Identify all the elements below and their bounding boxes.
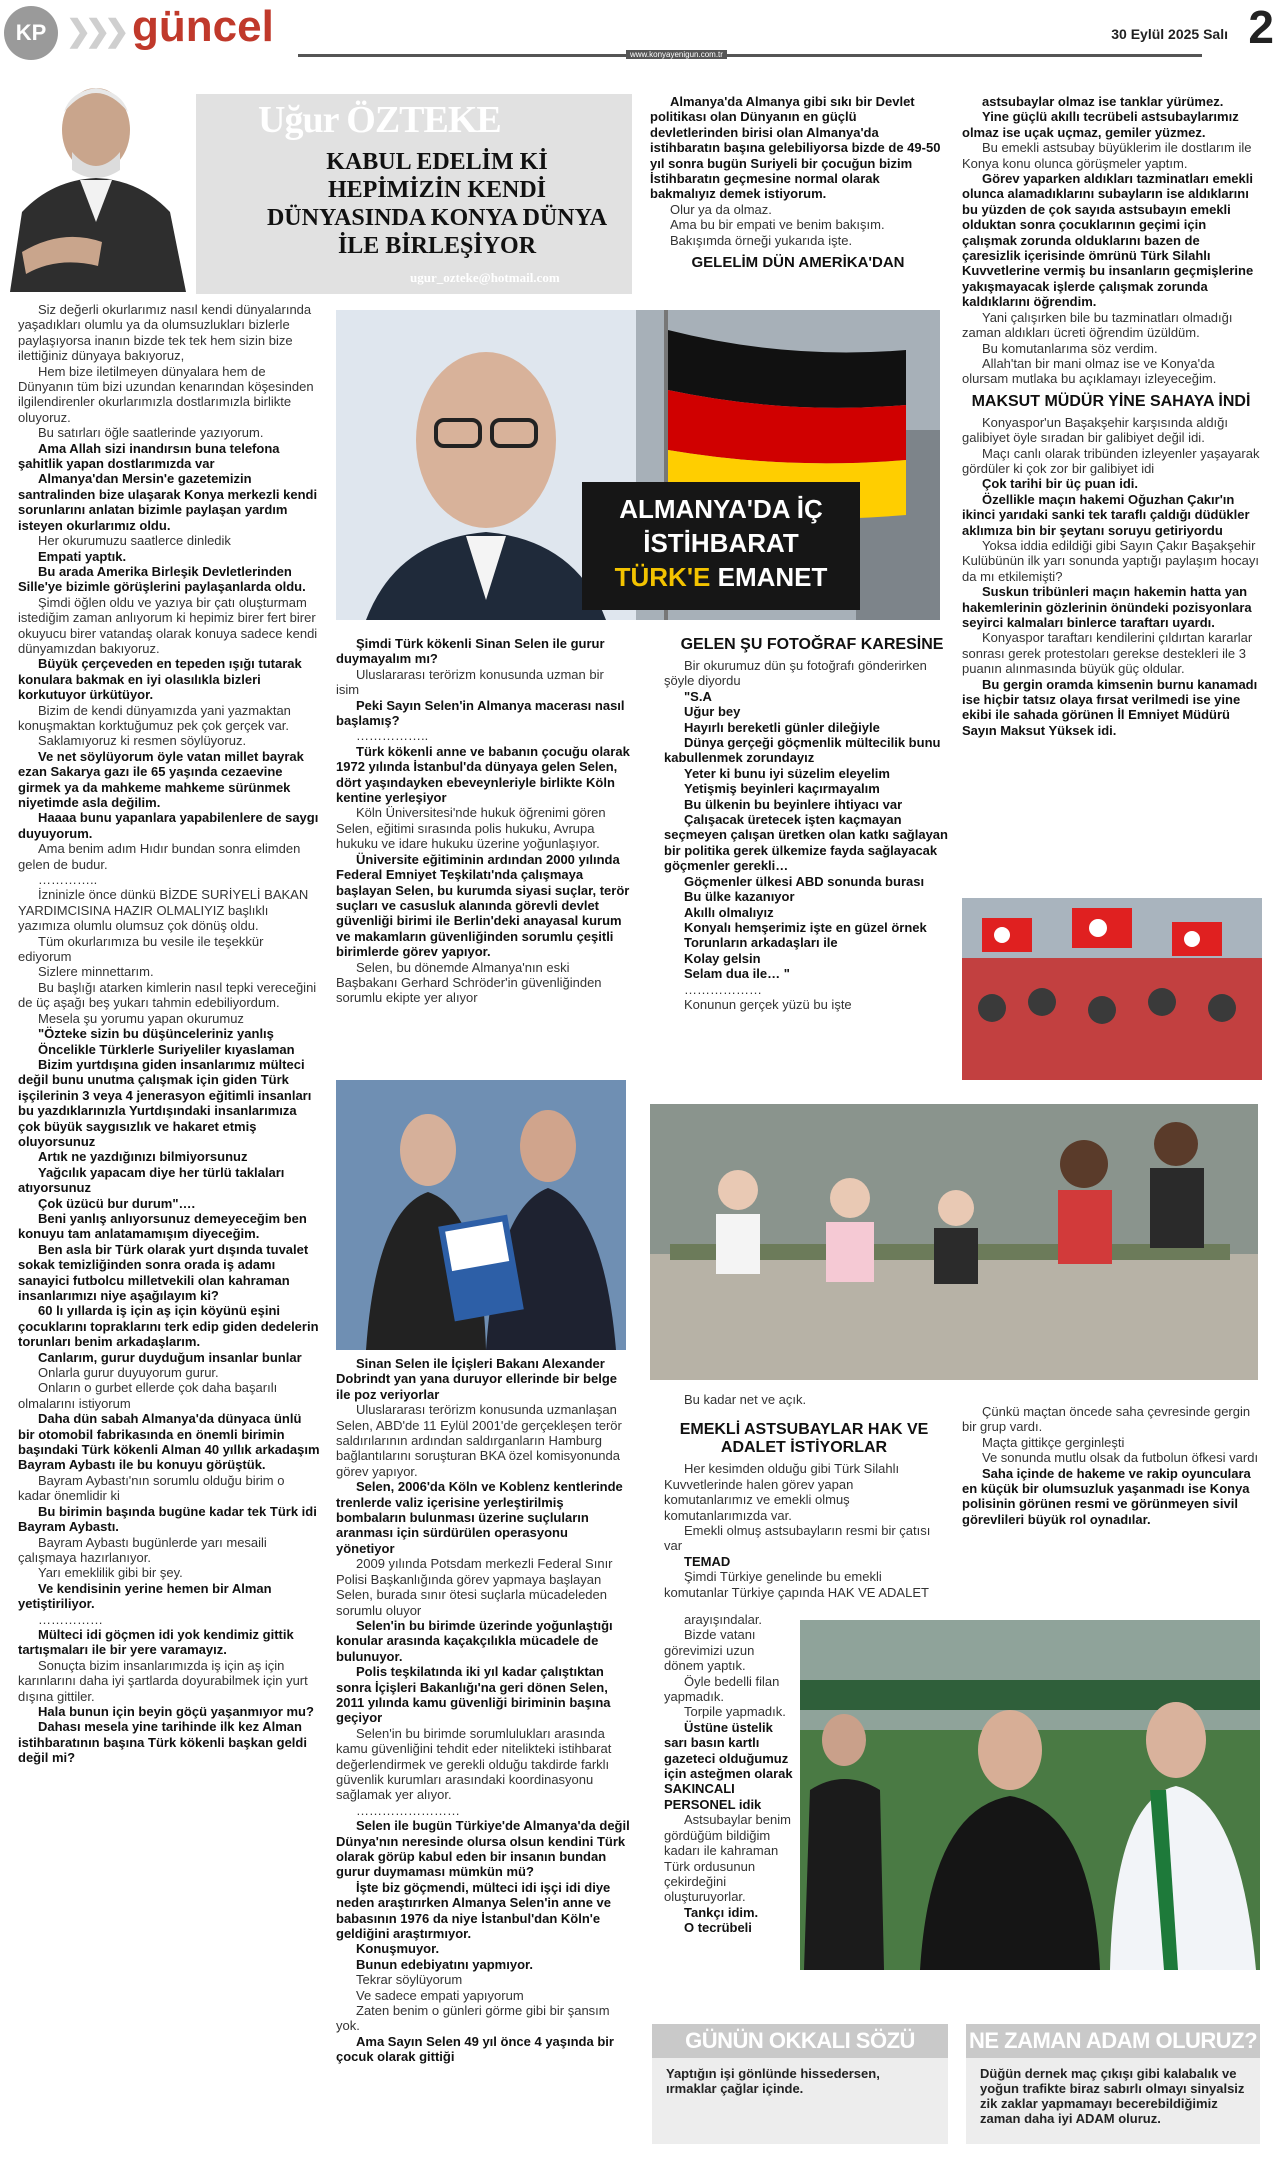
paragraph: Şimdi Türk kökenli Sinan Selen ile gurur duymayalım mı? xyxy=(336,636,605,667)
column-4-paragraphs xyxy=(962,94,1260,387)
paragraph: Ama bu bir empati ve benim bakışım. xyxy=(670,217,885,233)
paragraph: Her okurumuzu saatlerce dinledik xyxy=(38,533,231,549)
paragraph: Tankçı idim. xyxy=(684,1904,759,1920)
subheading-photo: GELEN ŞU FOTOĞRAF KARESİNE xyxy=(680,636,944,653)
paragraph: Bir okurumuz dün şu fotoğrafı gönderirken şöyle diyordu xyxy=(664,658,927,689)
paragraph: Mesela şu yorumu yapan okurumuz xyxy=(38,1010,244,1026)
kp-logo: KP xyxy=(4,6,58,60)
paragraph: Dünya gerçeği göçmenlik mültecilik bunu kabullenmek zorundayız xyxy=(664,735,941,766)
paragraph: Ve net söylüyorum öyle vatan millet bayrak ezan Sakarya gazı ile 65 yaşında cezaevine girmek ya da mahkeme mahkeme sürünmek niyetimde asla değilim. xyxy=(18,748,304,810)
paragraph: Dahası mesela yine tarihinde ilk kez Alman istihbaratının başına Türk kökenli başkan geldi değil mi? xyxy=(18,1719,307,1766)
column-3-bottom xyxy=(664,1392,944,1600)
column-4-maksut-paragraphs xyxy=(962,415,1260,739)
paragraph: Ama Sayın Selen 49 yıl önce 4 yaşında bir çocuk olarak gittiği xyxy=(336,2033,614,2065)
paragraph: Torunların arkadaşları ile xyxy=(684,935,838,951)
author-photo xyxy=(2,52,194,292)
quote-of-day-box xyxy=(652,2024,948,2144)
paragraph: Artık ne yazdığınızı bilmiyorsunuz xyxy=(38,1149,248,1165)
paragraph: İşte biz göçmendi, mülteci idi işçi idi diye neden araştırırken Almanya Selen'in anne ve babasının 1976 da niye İstanbul'dan Köln'e geldiğini araştırmıyor. xyxy=(336,1879,611,1942)
issue-date: 30 Eylül 2025 Salı xyxy=(1111,26,1228,42)
paragraph: Almanya'da Almanya gibi sıkı bir Devlet politikası olan Dünyanın en güçlü devletlerinden birisi olan Almanya'da istihbaratın başına gelebiliyorsa bizde de 49-50 yıl sonra bugün Suriyeli bir çocuğun bizim İstihbaratın geçmesine normal olarak bakmalıyız demek istiyorum. xyxy=(650,94,941,202)
paragraph: astsubaylar olmaz ise tanklar yürümez. xyxy=(982,94,1224,109)
paragraph: 60 lı yıllarda iş için aş için köyünü eşini çocuklarını topraklarını terk edip giden dedelerin torunları benim arkadaşlarım. xyxy=(18,1303,319,1350)
kids-on-bench-photo xyxy=(650,1104,1258,1380)
paragraph: Yağcılık yapacam diye her türlü taklaları atıyorsunuz xyxy=(18,1164,285,1196)
paragraph: Selen ile bugün Türkiye'de Almanya'da değil Dünya'nın neresinde olursa olsun kendini Türk olarak görüp kabul eden bir insanın bundan gurur duymaması mümkün mü? xyxy=(336,1818,630,1880)
paragraph: Üstüne üstelik sarı basın kartlı gazeteci olduğumuz için asteğmen olarak SAKINCALI PERSONEL idik xyxy=(664,1719,793,1812)
flag-caption-line1: ALMANYA'DA İÇ xyxy=(619,494,823,524)
paragraph: Köln Üniversitesi'nde hukuk öğrenimi gören Selen, eğitimi sırasında polis hukuku, Avrupa hukuku ve idare hukuku üzerine yoğunlaşıyor. xyxy=(336,805,606,852)
column-3-top-paragraphs xyxy=(650,94,946,248)
paragraph: Zaten benim o günleri görme gibi bir şansım yok. xyxy=(336,2003,610,2034)
paragraph: Ve kendisinin yerine hemen bir Alman yetiştiriliyor. xyxy=(18,1580,272,1612)
paragraph: Bu emekli astsubay büyüklerim ile dostlarım ile Konya konu olunca görüşmeler yaptım. xyxy=(962,140,1252,171)
crowd-flags-photo xyxy=(962,898,1262,1080)
when-become-man-text: Düğün dernek maç çıkışı gibi kalabalık ve yoğun trafikte biraz sabırlı olmayı sinyalsiz zik zaklar yapmamayı becerebildiğimiz zaman daha iyi ADAM oluruz. xyxy=(980,2066,1245,2126)
paragraph: Konunun gerçek yüzü bu işte xyxy=(684,996,852,1012)
paragraph: Maçı canlı olarak tribünden izleyenler yaşayarak gördüler ki çok zor bir galibiyet idi xyxy=(962,445,1260,476)
when-become-man-box xyxy=(966,2024,1260,2144)
handshake-photo xyxy=(336,1080,626,1350)
paragraph: ……………… xyxy=(684,981,762,997)
paragraph: Bayram Aybastı'nın sorumlu olduğu birim o kadar önemlidir ki xyxy=(18,1472,285,1504)
column-4-bottom xyxy=(962,1404,1260,1527)
paragraph: TEMAD xyxy=(684,1553,731,1569)
paragraph: Saklamıyoruz ki resmen söylüyoruz. xyxy=(38,733,247,749)
column-2-continued xyxy=(336,1356,630,2065)
paragraph: Görev yaparken aldıkları tazminatları emekli olunca alamadıklarını subayların ise aldıklarını bu yüzden de çok sayıda astsubayın emekli olduktan sonra çocuklarının geçimi için çalışmak zorunda olduklarını bazen de çaresizlik içerisinde ömrünü Türk Silahlı Kuvvetlerine vermiş bu insanların geçmişlerine yakışmayacak işlerde çalışmak zorunda kaldıklarını öğrendim. xyxy=(962,171,1254,310)
paragraph: Almanya'dan Mersin'e gazetemizin santralinden bize ulaşarak Konya merkezli kendi sorunlarını anlatan bizimle paylaşan yardım isteyen okurlarımız oldu. xyxy=(18,471,318,533)
paragraph: Yetişmiş beyinleri kaçırmayalım xyxy=(684,781,880,797)
paragraph: Bu gergin oramda kimsenin burnu kanamadı ise hiçbir tatsız olaya fırsat verilmedi ise yine ekibi ile sahada görünen İl Emniyet Müdürü Sayın Maksut Yüksek idi. xyxy=(962,676,1258,738)
paragraph: Daha dün sabah Almanya'da dünyaca ünlü bir otomobil fabrikasında en önemli birimin başındaki Türk kökenli Alman 40 yıllık arkadaşım Bayram Aybastı ile bu konuyu görüştük. xyxy=(18,1411,320,1473)
column-3-astsubay-paragraphs xyxy=(664,1461,944,1600)
paragraph: Kolay gelsin xyxy=(684,950,761,966)
paragraph: Bu arada Amerika Birleşik Devletlerinden Sille'ye bizimle görüşlerini paylaşanlarda oldu. xyxy=(18,563,306,595)
paragraph: Bu başlığı atarken kimlerin nasıl tepki vereceğini de üç aşağı beş yukarı tahmin edebiliyordum. xyxy=(18,979,317,1011)
paragraph: Çünkü maçtan öncede saha çevresinde gergin bir grup vardı. xyxy=(962,1404,1251,1435)
paragraph: Bu kadar net ve açık. xyxy=(684,1392,807,1407)
paragraph: Canlarım, gurur duyduğum insanlar bunlar xyxy=(38,1349,302,1365)
paragraph: Bu satırları öğle saatlerinde yazıyorum. xyxy=(38,425,264,441)
paragraph: Siz değerli okurlarımız nasıl kendi dünyalarında yaşadıkları olumlu ya da olumsuzlukları bizlerle paylaşıyorsa inanın bizde tek tek hem sizin bize ilettiğiniz dünyaya bakıyoruz, xyxy=(18,302,312,364)
page-number: 2 xyxy=(1248,1,1274,53)
paragraph: Sinan Selen ile İçişleri Bakanı Alexander Dobrindt yan yana duruyor ellerinde bir belge ile poz veriyorlar xyxy=(336,1356,617,1402)
paragraph: Öncelikle Türklerle Suriyeliler kıyaslaman xyxy=(38,1041,295,1057)
column-3-middle xyxy=(664,630,960,1012)
paragraph: Öyle bedelli filan yapmadık. xyxy=(664,1673,780,1705)
paragraph: Üniversite eğitiminin ardından 2000 yılında Federal Emniyet Teşkilatı'nda çalışmaya başlayan Selen, bu kurumda siyasi suçlar, terör suçları ve casusluk alanında görevli devlet güvenliği birimi ile Berlin'deki anayasal kurum ve makamların güvenliğinden sorumlu çeşitli birimlerde görev yapıyor. xyxy=(336,851,630,960)
paragraph: Konyaspor'un Başakşehir karşısında aldığı galibiyet öyle sıradan bir galibiyet değil idi. xyxy=(962,414,1229,446)
paragraph: Çok üzücü bur durum"…. xyxy=(38,1195,196,1211)
paragraph: Bu komutanlarıma söz verdim. xyxy=(982,340,1158,356)
paragraph: Çalışacak üretecek işten kaçmayan seçmeyen çalışan üretken olan katkı sağlayan bir politika gerek ülkemize fayda sağlayacak göçmenler gerekli… xyxy=(664,812,948,874)
paragraph: Torpile yapmadık. xyxy=(684,1704,786,1720)
paragraph: Şimdi Türkiye genelinde bu emekli komutanlar Türkiye çapında HAK VE ADALET xyxy=(664,1569,929,1600)
paragraph: Astsubaylar benim gördüğüm bildiğim kadarı ile kahraman Türk ordusunun çekirdeğini oluşturuyorlar. xyxy=(664,1812,791,1905)
paragraph: Konyalı hemşerimiz işte en güzel örnek xyxy=(684,919,927,935)
paragraph: …………… xyxy=(38,1611,103,1627)
paragraph: 2009 yılında Potsdam merkezli Federal Sınır Polisi Başkanlığında görev yapmaya başlayan Selen, burada sınır ötesi suçlarla mücadeleden sorumlu oluyor xyxy=(336,1556,613,1618)
paragraph: Haaaa bunu yapanlara yapabilenlere de saygı duyuyorum. xyxy=(18,810,319,841)
chevron-right-icon: ❯❯❯ xyxy=(66,15,124,48)
paragraph: Mülteci idi göçmen idi yok kendimiz gittik tartışmaları ile bir yere varamayız. xyxy=(18,1626,294,1658)
column-2 xyxy=(336,636,630,1006)
paragraph: Büyük çerçeveden en tepeden ışığı tutarak konulara bakmak en iyi olasılıkla bizleri korkutuyor ürkütüyor. xyxy=(18,656,302,703)
paragraph: Ama benim adım Hıdır bundan sonra elimden gelen de budur. xyxy=(18,841,301,872)
subheading-america: GELELİM DÜN AMERİKA'DAN xyxy=(691,254,905,272)
paragraph: Yani çalışırken bile bu tazminatları olmadığı zaman aldıkları ücreti öğrendim üzüldüm. xyxy=(962,309,1233,341)
paragraph: Tüm okurlarımıza bu vesile ile teşekkür ediyorum xyxy=(18,933,264,965)
paragraph: Yeter ki bunu iyi süzelim eleyelim xyxy=(684,765,890,781)
paragraph: Bu ülke kazanıyor xyxy=(684,889,795,905)
paragraph: ………….. xyxy=(38,872,98,888)
paragraph: …………………… xyxy=(356,1802,460,1818)
paragraph: Ve sadece empati yapıyorum xyxy=(356,1987,524,2003)
paragraph: Saha içinde de hakeme ve rakip oyunculara en küçük bir olumsuzluk yaşanmadı ise Konya polisinin görünen resmi ve görünmeyen sivil görevlileri büyük rol oynadılar. xyxy=(962,1465,1251,1527)
author-email[interactable]: ugur_ozteke@hotmail.com xyxy=(410,270,560,285)
flag-caption-line3 xyxy=(582,560,860,594)
paragraph: Konyaspor taraftarı kendilerini çıldırtan kararlar sonrası gerek protestoları gerekse destekleri ile 3 puanın alınmasında büyük güç oldular. xyxy=(962,630,1253,677)
paragraph: Selen, bu dönemde Almanya'nın eski Başbakanı Gerhard Schröder'in güvenliğinden sorumlu ekipte yer alıyor xyxy=(336,959,602,1006)
flag-caption-highlight: TÜRK'E xyxy=(614,562,711,592)
subheading-astsubay: EMEKLİ ASTSUBAYLAR HAK VE ADALET İSTİYORLAR xyxy=(679,1421,929,1457)
paragraph: Emekli olmuş astsubayların resmi bir çatısı var xyxy=(664,1523,931,1554)
paragraph: Ben asla bir Türk olarak yurt dışında tuvalet sokak temizliğinden sonra orada iş adamı sanayici futbolcu milletvekili olan kahraman insanlarımızı niye aşağılayım ki? xyxy=(18,1241,309,1303)
paragraph: Beni yanlış anlıyorsunuz demeyeceğim ben konuyu tam anlatamamışım diyeceğim. xyxy=(18,1210,307,1242)
paragraph: Türk kökenli anne ve babanın çocuğu olarak 1972 yılında İstanbul'da dünyaya gelen Selen, dört yaşındayken ebeveynleriyle birlikte Köln kentine yerleşiyor xyxy=(336,743,630,806)
paragraph: Suskun tribünleri maçın hakemin hatta yan hakemlerinin gözlerinin önündeki pozisyonlara seyirci kalmaları binlerce taraftarı uyardı. xyxy=(962,584,1252,630)
paragraph: O tecrübeli xyxy=(684,1920,752,1936)
paragraph: Maçta gittikçe gerginleşti xyxy=(982,1434,1125,1450)
column-3-top xyxy=(650,94,946,276)
paragraph: Bizim de kendi dünyamızda yani yazmaktan konuşmaktan korktuğumuz pek çok gerçek var. xyxy=(18,702,291,733)
paragraph: Bakışımda örneği yukarıda işte. xyxy=(670,232,853,248)
paragraph: Konuşmuyor. xyxy=(356,1941,440,1957)
subheading-maksut: MAKSUT MÜDÜR YİNE SAHAYA İNDİ xyxy=(971,392,1251,410)
paragraph: Selen'in bu birimde üzerinde yoğunlaştığı konular arasında kaçakçılıkla mücadele de bulunuyor. xyxy=(336,1617,613,1664)
paragraph: Tekrar söylüyorum xyxy=(356,1972,463,1988)
paragraph: Hem bize iletilmeyen dünyalara hem de Dünyanın tüm bizi uzundan kenarından köşesinden ilgilendirenler okurlarımızla dostlarımızla birlikte oluyoruz. xyxy=(18,363,314,425)
column-4-top xyxy=(962,94,1260,738)
paragraph: "Özteke sizin bu düşünceleriniz yanlış xyxy=(38,1026,274,1042)
website-url: www.konyayenigun.com.tr xyxy=(626,50,727,59)
paragraph: Hala bunun için beyin göçü yaşanmıyor mu? xyxy=(38,1703,314,1719)
author-name: Uğur ÖZTEKE xyxy=(258,99,501,141)
paragraph: Selam dua ile… " xyxy=(684,966,790,982)
paragraph: Her kesimden olduğu gibi Türk Silahlı Kuvvetlerinde halen görev yapan komutanlarımız ve emekli olmuş komutanlarımızda var. xyxy=(664,1461,900,1523)
paragraph: Bu ülkenin bu beyinlere ihtiyacı var xyxy=(684,796,903,812)
article-headline: KABUL EDELİM Kİ HEPİMİZİN KENDİ DÜNYASINDA KONYA DÜNYA İLE BİRLEŞİYOR xyxy=(266,149,608,259)
paragraph: Bu birimin başında bugüne kadar tek Türk idi Bayram Aybastı. xyxy=(18,1503,317,1535)
flag-caption-box xyxy=(582,482,860,610)
paragraph: Olur ya da olmaz. xyxy=(670,201,772,217)
section-title: güncel xyxy=(132,2,274,51)
paragraph: İzninizle önce dünkü BİZDE SURİYELİ BAKAN YARDIMCISINA HAZIR OLMALIYIZ başlıklı yazımıza olumlu olumsuz çok dönüş oldu. xyxy=(18,887,309,934)
paragraph: Sizlere minnettarım. xyxy=(38,964,154,980)
paragraph: Selen'in bu birimde sorumlulukları arasında kamu güvenliğini tehdit eder nitelikteki istihbarat değerlendirmek ve gerekli olduğu takdirde farklı güvenlik kurumları arasındaki koordinasyonu sağlamak yer alıyor. xyxy=(336,1725,612,1803)
flag-caption-rest: EMANET xyxy=(710,562,828,592)
paragraph: Onlarla gurur duyuyorum gurur. xyxy=(38,1365,219,1381)
paragraph: Polis teşkilatında iki yıl kadar çalıştıktan sonra İçişleri Bakanlığı'na geri dönen Selen, 2011 yılında kamu güvenliği biriminin başına geçiyor xyxy=(336,1664,611,1726)
column-3-narrow xyxy=(664,1612,794,1936)
paragraph: Uluslararası terörizm konusunda uzmanlaşan Selen, ABD'de 11 Eylül 2001'de gerçekleşen terör saldırılarının ardından saldırganların Hamburg bağlantılarını soruşturan BKA özel komisyonunda görev yapıyor. xyxy=(336,1402,622,1479)
paragraph: Şimdi öğlen oldu ve yazıya bir çatı oluşturmam istediğim zaman anlıyorum ki hepimiz birer fert birer okuyucu birer vatandaş olarak konuya sadece kendi dünyamızdan bakıyoruz. xyxy=(18,594,318,656)
paragraph: Bunun edebiyatını yapmıyor. xyxy=(356,1956,533,1972)
paragraph: Çok tarihi bir üç puan idi. xyxy=(982,476,1139,492)
paragraph: Onların o gurbet ellerde çok daha başarılı olmalarını istiyorum xyxy=(18,1380,278,1411)
paragraph: Sonuçta bizim insanlarımızda iş için aş için karınlarını daha iyi şartlarda doyurabilmek için yurt dışına gittiler. xyxy=(18,1657,308,1704)
column-1 xyxy=(18,302,320,1766)
paragraph: "S.A xyxy=(684,688,712,704)
paragraph: Bizde vatanı görevimizi uzun dönem yaptık. xyxy=(664,1627,756,1674)
paragraph: Allah'tan bir mani olmaz ise ve Konya'da olursam mutlaka bu açıklamayı izleyeceğim. xyxy=(962,355,1217,387)
paragraph: Ama Allah sizi inandırsın buna telefona şahitlik yapan dostlarımızda var xyxy=(18,440,280,472)
paragraph: Akıllı olmalıyız xyxy=(684,904,774,920)
paragraph: Yoksa iddia edildiği gibi Sayın Çakır Başakşehir Kulübünün ilk yarı sonunda yaptığı paylaşım hocayı da mı etkilemişti? xyxy=(962,537,1260,584)
paragraph: Ve sonunda mutlu olsak da futbolun öfkesi vardı xyxy=(982,1450,1259,1466)
paragraph: Uğur bey xyxy=(684,704,741,720)
paragraph: Uluslararası terörizm konusunda uzman bir isim xyxy=(336,666,604,698)
quote-of-day-title: GÜNÜN OKKALI SÖZÜ xyxy=(652,2024,948,2058)
paragraph: arayışındalar. xyxy=(684,1612,763,1627)
column-3-bottom-intro xyxy=(664,1392,944,1407)
stadium-photo xyxy=(800,1620,1260,1970)
paragraph: Bizim yurtdışına giden insanlarımız mülteci değil bunu unutma çalışmak için giden Türk işçilerinin 3 veya 4 jenerasyon eğitimli insanları bu yazdıklarınızla Yurtdışındaki insanlarımıza çok büyük saygısızlık ve hakaret etmiş oluyorsunuz xyxy=(18,1056,312,1149)
paragraph: Yine güçlü akıllı tecrübeli astsubaylarımız olmaz ise uçak uçmaz, gemiler yüzmez. xyxy=(962,109,1239,140)
paragraph: Empati yaptık. xyxy=(38,548,127,564)
when-become-man-title: NE ZAMAN ADAM OLURUZ? xyxy=(966,2024,1260,2058)
paragraph: Yarı emeklilik gibi bir şey. xyxy=(38,1565,183,1581)
paragraph: Göçmenler ülkesi ABD sonunda burası xyxy=(684,873,925,889)
paragraph: …………….. xyxy=(356,728,429,744)
paragraph: Peki Sayın Selen'in Almanya macerası nasıl başlamış? xyxy=(336,697,625,729)
paragraph: Özellikle maçın hakemi Oğuzhan Çakır'ın ikinci yarıdaki sanki tek taraflı çaldığı düdükler aklımıza bin bir şeytanı soruyu getiriyordu xyxy=(962,491,1250,538)
flag-caption-line2: İSTİHBARAT xyxy=(643,528,799,558)
column-3-middle-paragraphs xyxy=(664,658,960,1012)
quote-of-day-text: Yaptığın işi gönlünde hissedersen, ırmaklar çağlar içinde. xyxy=(666,2066,880,2096)
header-rule xyxy=(298,54,1202,57)
paragraph: Bayram Aybastı bugünlerde yarı mesaili çalışmaya hazırlanıyor. xyxy=(18,1534,267,1565)
paragraph: Hayırlı bereketli günler dileğiyle xyxy=(684,719,880,735)
paragraph: Selen, 2006'da Köln ve Koblenz kentlerinde trenlerde valiz içerisine yerleştirilmiş bombaların bulunması üzerine suçluların aranması için sürdürülen operasyonu yönetiyor xyxy=(336,1479,623,1556)
